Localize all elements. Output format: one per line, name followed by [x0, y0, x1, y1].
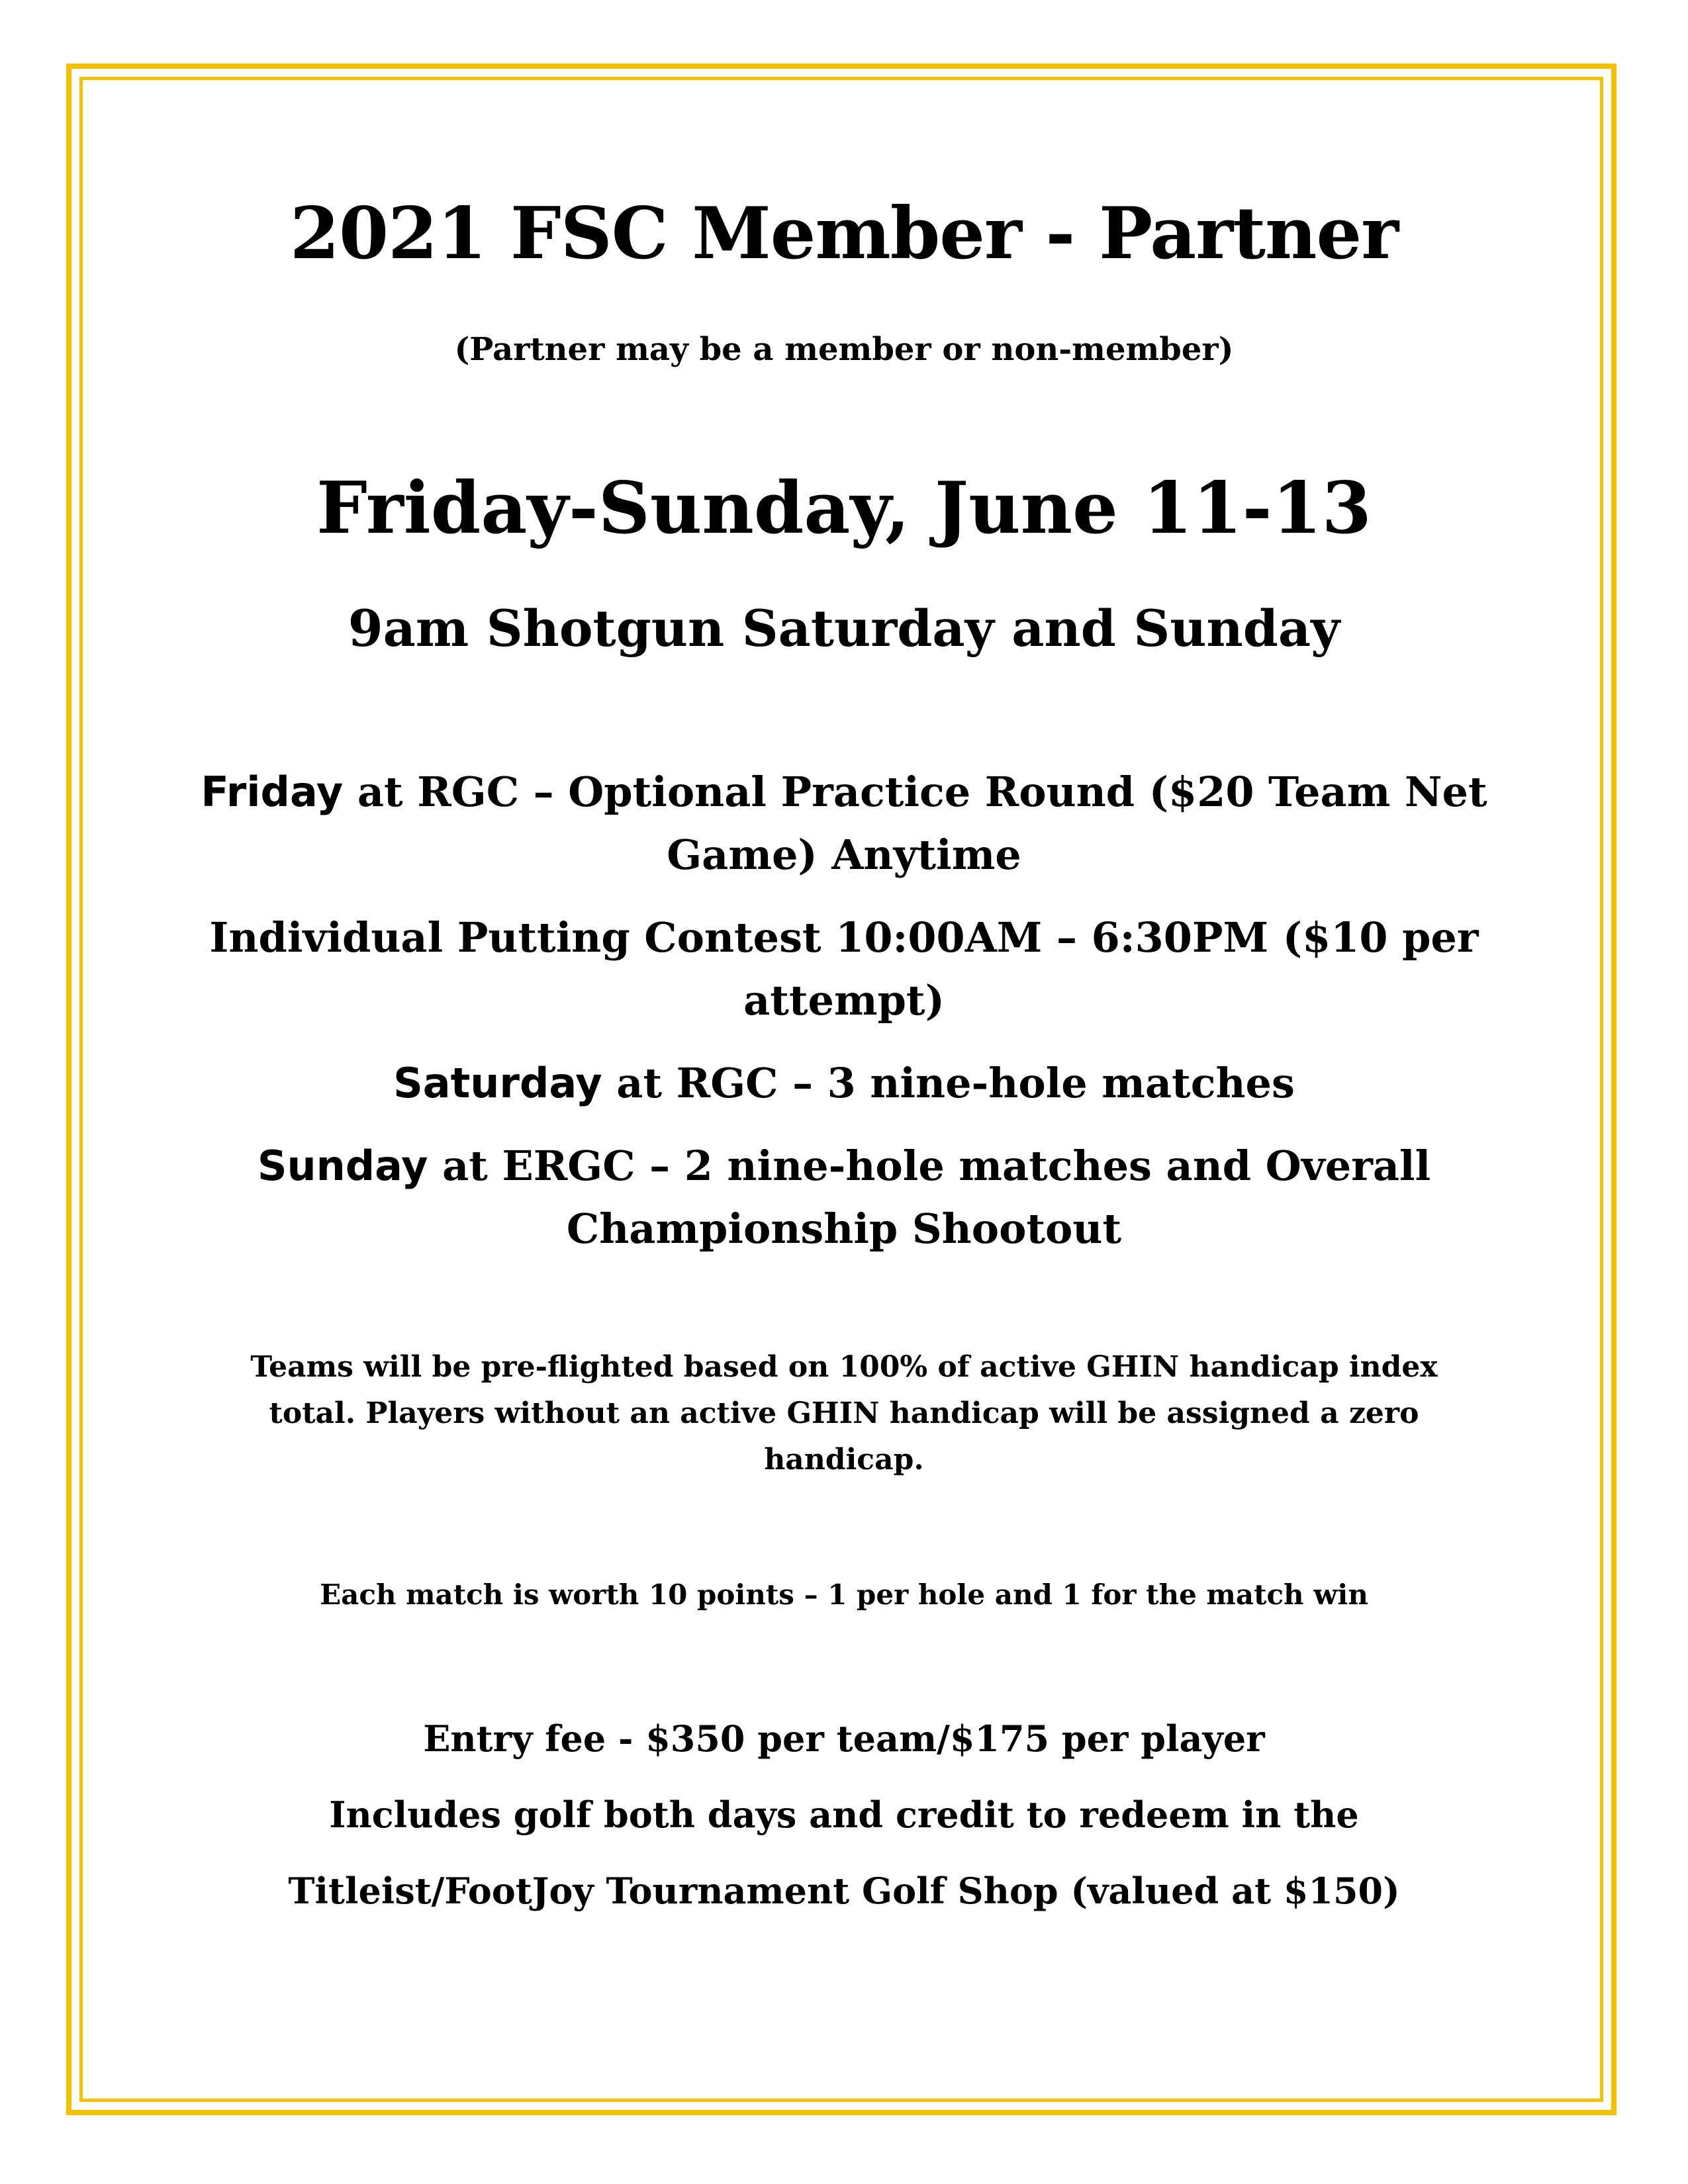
- flighting-note-line1: Teams will be pre-flighted based on 100% of active GHIN handicap index: [250, 1350, 1438, 1384]
- fee-includes-line1: Includes golf both days and credit to redeem in the: [329, 1794, 1359, 1836]
- fee-includes-line2: Titleist/FootJoy Tournament Golf Shop (valued at $150): [288, 1870, 1400, 1912]
- putting-contest-line2: attempt): [743, 976, 945, 1024]
- sunday-label: Sunday: [257, 1142, 428, 1190]
- flighting-note-line2: total. Players without an active GHIN handicap will be assigned a zero: [269, 1396, 1419, 1430]
- friday-schedule-line1: [132, 768, 1556, 816]
- friday-text: at RGC – Optional Practice Round ($20 Team Net: [343, 768, 1487, 816]
- event-dates: Friday-Sunday, June 11-13: [316, 467, 1372, 550]
- saturday-schedule: [132, 1059, 1556, 1107]
- sunday-schedule-line1: [132, 1142, 1556, 1190]
- putting-contest-line1: Individual Putting Contest 10:00AM – 6:30PM ($10 per: [209, 913, 1479, 962]
- sunday-text: at ERGC – 2 nine-hole matches and Overall: [428, 1142, 1431, 1190]
- shotgun-start: 9am Shotgun Saturday and Sunday: [348, 599, 1340, 658]
- friday-label: Friday: [201, 768, 344, 816]
- event-title: 2021 FSC Member - Partner: [289, 192, 1399, 275]
- saturday-label: Saturday: [393, 1059, 602, 1107]
- sunday-schedule-line2: Championship Shootout: [566, 1205, 1122, 1253]
- friday-schedule-line2: Game) Anytime: [667, 831, 1021, 879]
- flighting-note-line3: handicap.: [764, 1443, 924, 1477]
- saturday-text: at RGC – 3 nine-hole matches: [602, 1059, 1295, 1107]
- points-note: Each match is worth 10 points – 1 per hole and 1 for the match win: [320, 1578, 1368, 1611]
- event-subtitle: (Partner may be a member or non-member): [454, 331, 1234, 368]
- entry-fee: Entry fee - $350 per team/$175 per player: [423, 1717, 1265, 1760]
